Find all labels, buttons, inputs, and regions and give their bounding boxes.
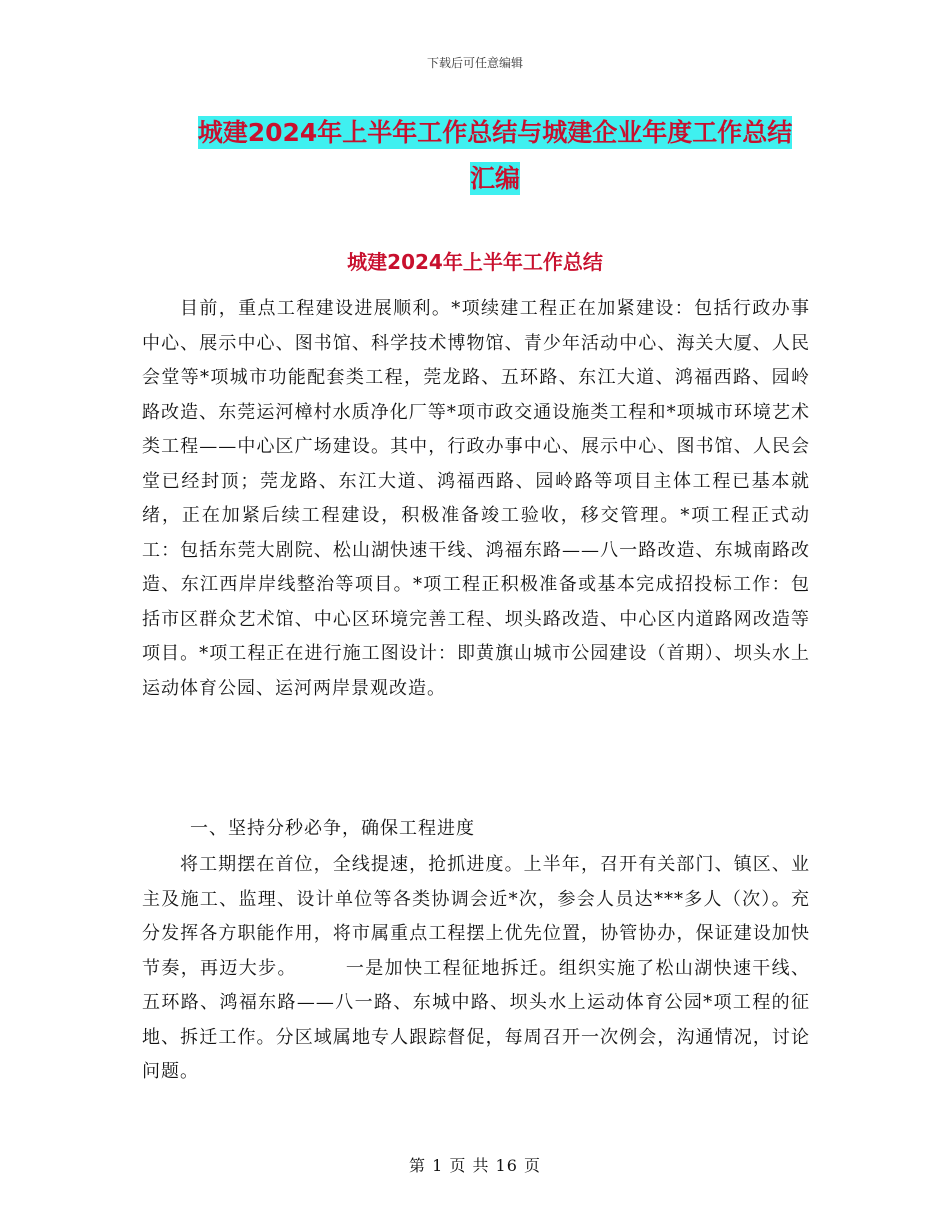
page-number-footer: 第 1 页 共 16 页 [409,1156,541,1175]
section-title: 城建2024年上半年工作总结 [347,250,603,274]
body-paragraph-2: 将工期摆在首位，全线提速，抢抓进度。上半年，召开有关部门、镇区、业主及施工、监理、设计单位等各类协调会近*次，参会人员达***多人（次）。充分发挥各方职能作用，将市属重点工程摆上优先位置，协管协办，保证建设加快节奏，再迈大步。 一是加快工程征地拆迁。组织实施了松山湖快速干线、五环路、鸿福东路——八一路、东城中路、坝头水上运动体育公园*项工程的征地、拆迁工作。分区域属地专人跟踪督促，每周召开一次例会，沟通情况，讨论问题。 [142,854,810,1082]
title-line-1: 城建2024年上半年工作总结与城建企业年度工作总结 [197,118,793,147]
body-paragraph-1: 目前，重点工程建设进展顺利。*项续建工程正在加紧建设：包括行政办事中心、展示中心、图书馆、科学技术博物馆、青少年活动中心、海关大厦、人民会堂等*项城市功能配套类工程，莞龙路、五环路、东江大道、鸿福西路、园岭路改造、东莞运河樟村水质净化厂等*项市政交通设施类工程和*项城市环境艺术类工程——中心区广场建设。其中，行政办事中心、展示中心、图书馆、人民会堂已经封顶；莞龙路、东江大道、鸿福西路、园岭路等项目主体工程已基本就绪，正在加紧后续工程建设，积极准备竣工验收，移交管理。*项工程正式动工：包括东莞大剧院、松山湖快速干线、鸿福东路——八一路改造、东城南路改造、东江西岸岸线整治等项目。*项工程正积极准备或基本完成招投标工作：包括市区群众艺术馆、中心区环境完善工程、坝头路改造、中心区内道路网改造等项目。*项工程正在进行施工图设计：即黄旗山城市公园建设（首期）、坝头水上运动体育公园、运河两岸景观改造。 [142,298,810,699]
document-title [150,110,840,202]
section-heading-1: 一、坚持分秒必争，确保工程进度 [190,818,475,839]
title-line-2: 汇编 [469,164,520,193]
page-header-note: 下载后可任意编辑 [426,56,523,70]
